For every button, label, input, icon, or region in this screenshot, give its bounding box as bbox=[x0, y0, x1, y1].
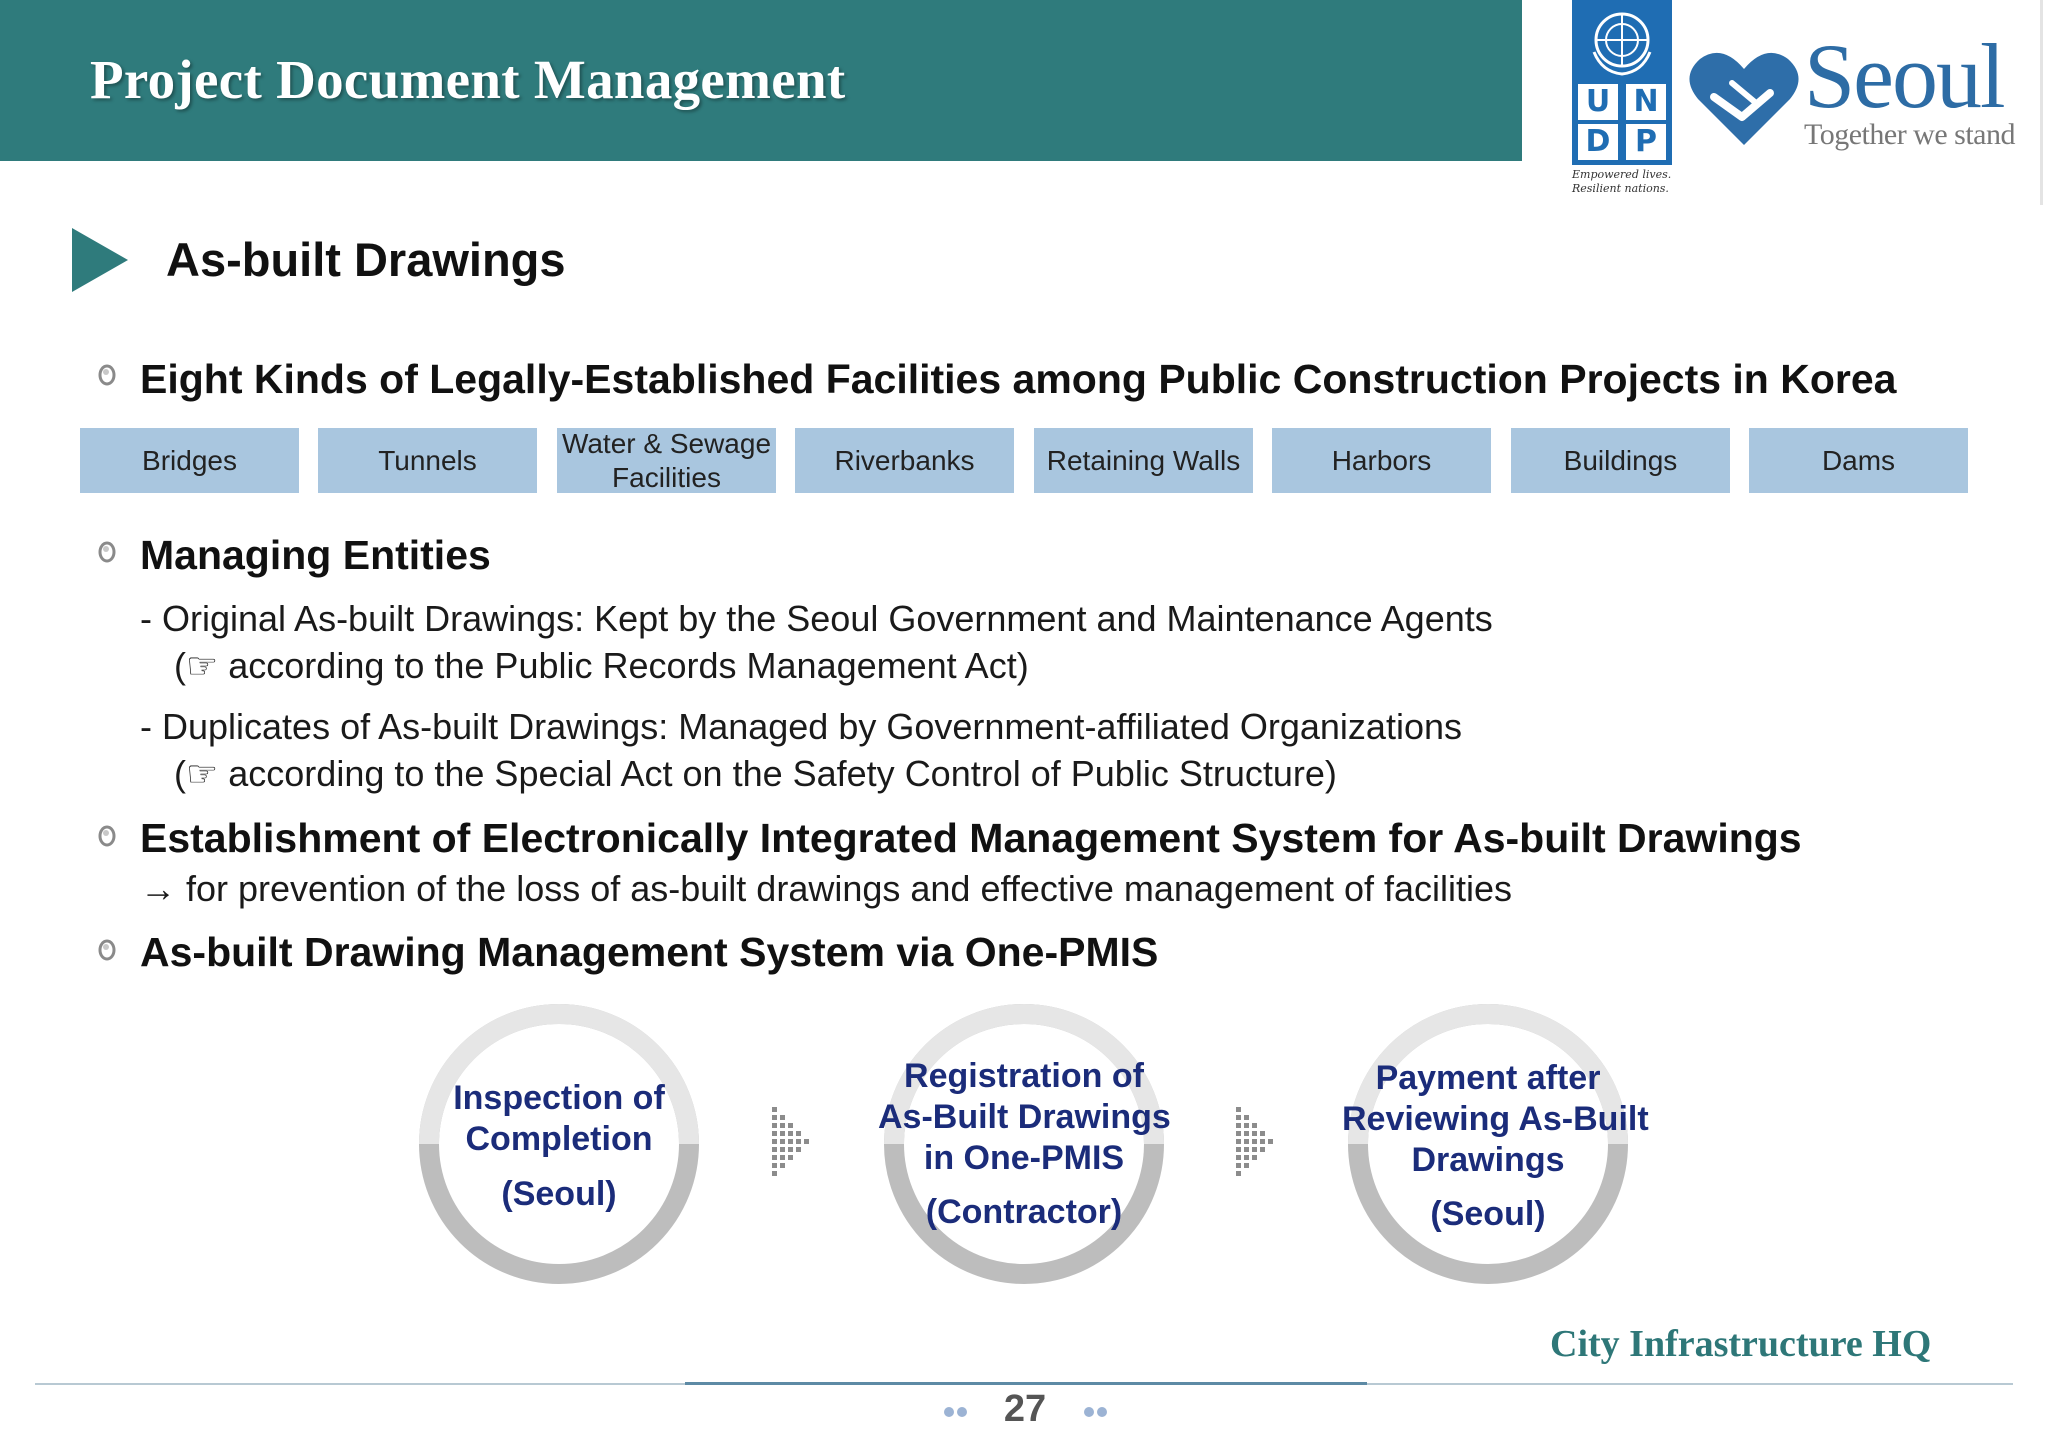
entity-original-text: - Original As-built Drawings: Kept by the Seoul Government and Maintenance Agents bbox=[140, 598, 1493, 639]
entity-original-note: (☞ according to the Public Records Management Act) bbox=[174, 645, 1029, 686]
facility-label: Dams bbox=[1821, 444, 1896, 476]
logo-edge-divider bbox=[2040, 0, 2043, 205]
section-triangle-icon bbox=[72, 228, 128, 292]
entity-duplicates-text: - Duplicates of As-built Drawings: Managed by Government-affiliated Organizations bbox=[140, 706, 1462, 747]
facility-box bbox=[1749, 428, 1968, 493]
un-emblem-icon bbox=[1572, 0, 1672, 80]
footer-organization: City Infrastructure HQ bbox=[1550, 1323, 1932, 1365]
process-arrow-icon bbox=[1234, 1105, 1278, 1177]
process-step-label bbox=[1342, 1058, 1649, 1181]
page-number: 27 bbox=[1003, 1388, 1047, 1430]
bullet-icon bbox=[98, 364, 116, 386]
process-step-label bbox=[413, 1078, 705, 1160]
undp-letter-n: N bbox=[1626, 84, 1666, 120]
undp-letter-p: P bbox=[1626, 124, 1666, 160]
facility-label: Harbors bbox=[1331, 444, 1432, 476]
section-title: As-built Drawings bbox=[166, 233, 566, 286]
bullet-integrated-system: Establishment of Electronically Integrated Management System for As-built Drawings bbox=[140, 815, 1802, 861]
seoul-heart-handshake-icon bbox=[1684, 45, 1804, 155]
process-step-inspection bbox=[413, 998, 705, 1290]
process-step-label-line: As-Built Drawings bbox=[878, 1098, 1171, 1136]
facility-label: Tunnels bbox=[378, 444, 477, 476]
process-step-party: (Seoul) bbox=[1430, 1195, 1546, 1233]
undp-letter-d: D bbox=[1578, 124, 1618, 160]
facility-label: Retaining Walls bbox=[1046, 444, 1241, 476]
process-step-registration bbox=[878, 998, 1170, 1290]
process-step-label-line: Completion bbox=[465, 1120, 653, 1158]
facility-box bbox=[557, 428, 776, 493]
facility-box bbox=[1272, 428, 1491, 493]
process-step-label-line: Reviewing As-Built bbox=[1342, 1100, 1649, 1138]
seoul-wordmark: Seoul bbox=[1804, 25, 2004, 127]
process-step-label bbox=[878, 1056, 1170, 1179]
process-step-label-line: in One-PMIS bbox=[923, 1139, 1125, 1177]
bullet-icon bbox=[98, 939, 116, 961]
facility-label: Buildings bbox=[1563, 444, 1678, 476]
facility-label-line2: Facilities bbox=[612, 461, 721, 493]
facility-label: Bridges bbox=[142, 444, 237, 476]
facility-label bbox=[562, 427, 771, 495]
bullet-facilities: Eight Kinds of Legally-Established Facilities among Public Construction Projects in Korea bbox=[140, 356, 1897, 402]
entity-duplicates-note: (☞ according to the Special Act on the Safety Control of Public Structure) bbox=[174, 753, 1337, 794]
facility-box bbox=[1511, 428, 1730, 493]
facility-box bbox=[1034, 428, 1253, 493]
undp-logo bbox=[1572, 0, 1672, 200]
process-step-label-line: Payment after bbox=[1375, 1059, 1601, 1097]
facility-box bbox=[318, 428, 537, 493]
facility-box bbox=[795, 428, 1014, 493]
undp-tagline bbox=[1572, 168, 1682, 196]
integrated-system-purpose: → for prevention of the loss of as-built drawings and effective management of facilities bbox=[140, 868, 1513, 909]
bullet-icon bbox=[98, 825, 116, 847]
process-step-label-line: Inspection of bbox=[453, 1079, 665, 1117]
facility-label-line1: Water & Sewage bbox=[561, 427, 772, 459]
facility-label: Riverbanks bbox=[834, 444, 975, 476]
process-step-party: (Seoul) bbox=[501, 1175, 617, 1213]
undp-logo-box bbox=[1572, 0, 1672, 165]
facility-box bbox=[80, 428, 299, 493]
process-step-party: (Contractor) bbox=[925, 1193, 1123, 1231]
page-dots-left-icon bbox=[942, 1405, 970, 1419]
process-arrow-icon bbox=[770, 1105, 814, 1177]
bullet-icon bbox=[98, 541, 116, 563]
bullet-one-pmis: As-built Drawing Management System via One-PMIS bbox=[140, 929, 1159, 975]
process-step-label-line: Registration of bbox=[904, 1057, 1144, 1095]
page-title: Project Document Management bbox=[90, 49, 846, 110]
process-step-label-line: Drawings bbox=[1411, 1141, 1565, 1179]
undp-tagline-line1: Empowered lives. bbox=[1572, 168, 1672, 181]
footer-divider-accent bbox=[685, 1382, 1367, 1385]
page-dots-right-icon bbox=[1082, 1405, 1110, 1419]
undp-tagline-line2: Resilient nations. bbox=[1572, 182, 1669, 195]
undp-letter-u: U bbox=[1578, 84, 1618, 120]
bullet-managing-entities: Managing Entities bbox=[140, 532, 491, 578]
process-step-payment bbox=[1342, 998, 1649, 1290]
seoul-tagline: Together we stand bbox=[1804, 118, 2015, 151]
logo-area bbox=[1572, 0, 2042, 200]
